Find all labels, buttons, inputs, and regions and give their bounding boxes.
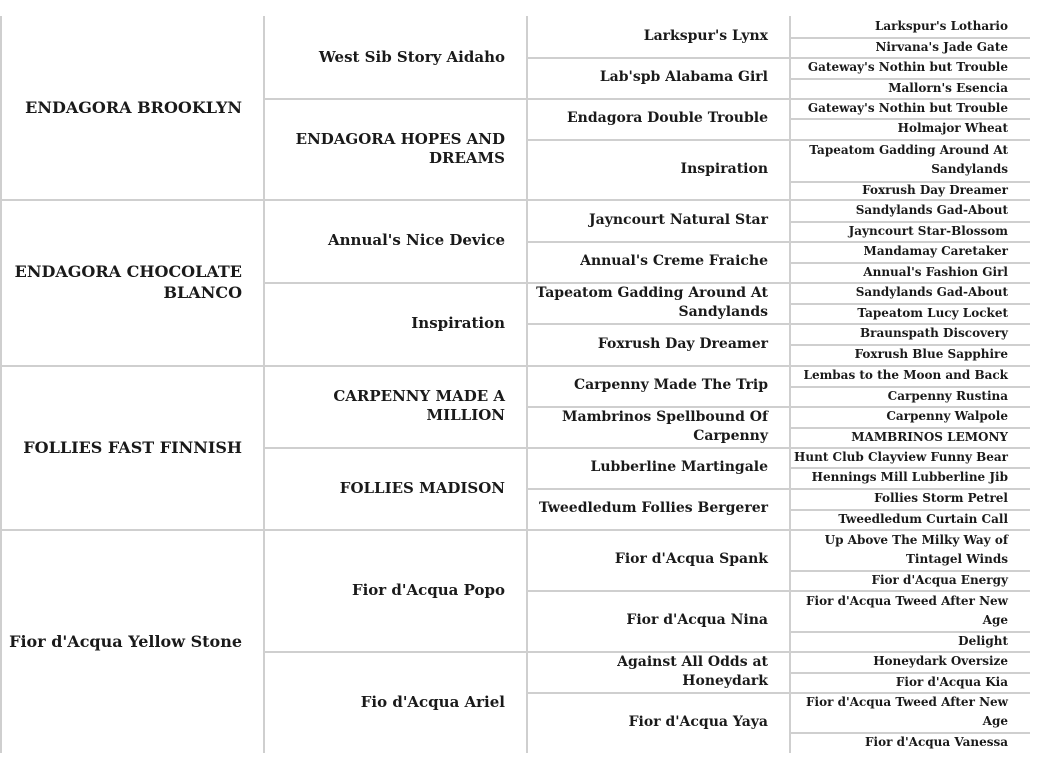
- pedigree-name: Sandylands Gad-About: [855, 285, 1008, 299]
- pedigree-name: Nirvana's Jade Gate: [875, 39, 1008, 54]
- pedigree-cell-gen4[interactable]: [790, 467, 1040, 488]
- pedigree-name: Tweedledum Follies Bergerer: [538, 500, 768, 516]
- pedigree-cell-gen3[interactable]: [527, 590, 790, 651]
- pedigree-name: Mambrinos Spellbound Of Carpenny: [562, 408, 768, 444]
- pedigree-name: Sandylands Gad-About: [855, 202, 1008, 217]
- pedigree-name: Honeydark Oversize: [873, 654, 1008, 668]
- pedigree-cell-gen4[interactable]: [790, 692, 1040, 732]
- row-divider: [790, 427, 1030, 429]
- pedigree-name: Lembas to the Moon and Back: [803, 368, 1008, 382]
- pedigree-name: Fio d'Acqua Ariel: [360, 692, 505, 711]
- row-divider: [790, 303, 1030, 305]
- pedigree-name: Annual's Creme Fraiche: [580, 253, 768, 269]
- pedigree-name: Delight: [958, 633, 1008, 648]
- pedigree-name: Tapeatom Gadding Around At Sandylands: [536, 284, 768, 320]
- pedigree-cell-gen3[interactable]: [527, 98, 790, 139]
- row-divider: [790, 732, 1030, 734]
- row-divider: [527, 406, 790, 408]
- pedigree-name: Inspiration: [411, 314, 505, 332]
- pedigree-cell-gen4[interactable]: [790, 447, 1040, 467]
- pedigree-cell-gen4[interactable]: [790, 732, 1040, 753]
- pedigree-name: Carpenny Made The Trip: [573, 377, 768, 393]
- pedigree-name: FOLLIES FAST FINNISH: [23, 437, 242, 457]
- row-divider: [264, 447, 790, 449]
- pedigree-cell-gen4[interactable]: [790, 303, 1040, 323]
- pedigree-cell-gen4[interactable]: [790, 199, 1040, 221]
- pedigree-name: Fior d'Acqua Yaya: [628, 714, 768, 730]
- pedigree-name: Braunspath Discovery: [860, 326, 1008, 340]
- pedigree-name: Lab'spb Alabama Girl: [599, 69, 768, 85]
- pedigree-name: ENDAGORA BROOKLYN: [25, 98, 242, 117]
- pedigree-cell-gen3[interactable]: [527, 16, 790, 57]
- pedigree-cell-gen4[interactable]: [790, 221, 1040, 241]
- pedigree-name: Carpenny Walpole: [886, 409, 1008, 423]
- pedigree-cell-gen4[interactable]: [790, 509, 1040, 529]
- row-divider: [790, 78, 1030, 80]
- pedigree-cell-gen2[interactable]: [264, 447, 527, 529]
- row-divider: [527, 139, 790, 141]
- pedigree-cell-gen4[interactable]: [790, 427, 1040, 447]
- pedigree-cell-gen4[interactable]: [790, 386, 1040, 406]
- pedigree-cell-gen3[interactable]: [527, 139, 790, 199]
- pedigree-name: Annual's Fashion Girl: [863, 264, 1008, 279]
- pedigree-cell-gen3[interactable]: [527, 282, 790, 323]
- pedigree-name: FOLLIES MADISON: [339, 478, 505, 497]
- pedigree-name: Fior d'Acqua Vanessa: [865, 735, 1008, 749]
- row-divider: [790, 37, 1030, 39]
- pedigree-name: Mandamay Caretaker: [863, 244, 1008, 258]
- row-divider: [790, 118, 1030, 120]
- pedigree-cell-gen4[interactable]: [790, 631, 1040, 651]
- pedigree-name: Fior d'Acqua Spank: [614, 551, 768, 567]
- pedigree-cell-gen4[interactable]: [790, 406, 1040, 427]
- pedigree-cell-gen3[interactable]: [527, 323, 790, 365]
- pedigree-cell-gen4[interactable]: [790, 16, 1040, 37]
- pedigree-name: Hunt Club Clayview Funny Bear: [794, 449, 1008, 464]
- pedigree-cell-gen4[interactable]: [790, 672, 1040, 692]
- pedigree-cell-gen4[interactable]: [790, 118, 1040, 139]
- pedigree-cell-gen2[interactable]: [264, 16, 527, 98]
- pedigree-cell-gen4[interactable]: [790, 262, 1040, 282]
- pedigree-cell-gen3[interactable]: [527, 57, 790, 98]
- pedigree-name: Tapeatom Lucy Locket: [857, 305, 1008, 320]
- pedigree-name: Fior d'Acqua Nina: [626, 612, 768, 628]
- pedigree-cell-gen4[interactable]: [790, 488, 1040, 509]
- pedigree-cell-gen3[interactable]: [527, 241, 790, 282]
- pedigree-name: Larkspur's Lothario: [874, 19, 1008, 33]
- pedigree-name: Follies Storm Petrel: [874, 491, 1008, 505]
- pedigree-cell-gen2[interactable]: [264, 651, 527, 753]
- pedigree-name: Jayncourt Star-Blossom: [848, 223, 1008, 238]
- row-divider: [790, 631, 1030, 633]
- pedigree-cell-gen3[interactable]: [527, 488, 790, 529]
- pedigree-cell-gen3[interactable]: [527, 692, 790, 753]
- pedigree-cell-gen4[interactable]: [790, 365, 1040, 386]
- pedigree-name: ENDAGORA CHOCOLATE BLANCO: [14, 262, 242, 302]
- pedigree-cell-gen4[interactable]: [790, 181, 1040, 199]
- pedigree-name: MAMBRINOS LEMONY: [851, 429, 1008, 444]
- pedigree-name: Holmajor Wheat: [897, 121, 1008, 135]
- pedigree-cell-gen3[interactable]: [527, 365, 790, 406]
- pedigree-cell-gen4[interactable]: [790, 139, 1040, 181]
- pedigree-name: Tweedledum Curtain Call: [838, 511, 1008, 526]
- pedigree-name: Annual's Nice Device: [328, 231, 505, 249]
- row-divider: [527, 57, 790, 59]
- pedigree-name: Fior d'Acqua Energy: [871, 572, 1008, 587]
- pedigree-name: Endagora Double Trouble: [566, 110, 768, 126]
- pedigree-name: Gateway's Nothin but Trouble: [807, 100, 1008, 115]
- pedigree-name: Fior d'Acqua Yellow Stone: [9, 631, 242, 651]
- pedigree-name: Fior d'Acqua Popo: [351, 580, 505, 599]
- row-divider: [527, 241, 790, 243]
- pedigree-name: Larkspur's Lynx: [643, 28, 768, 44]
- pedigree-cell-gen2[interactable]: [264, 529, 527, 651]
- pedigree-cell-gen2[interactable]: [264, 199, 527, 282]
- row-divider: [790, 386, 1030, 388]
- row-divider: [790, 181, 1030, 183]
- pedigree-name: Jayncourt Natural Star: [589, 211, 768, 228]
- row-divider: [790, 221, 1030, 223]
- row-divider: [527, 488, 790, 490]
- row-divider: [790, 467, 1030, 469]
- pedigree-name: CARPENNY MADE A MILLION: [333, 387, 505, 424]
- pedigree-cell-gen1[interactable]: [0, 365, 264, 529]
- pedigree-name: ENDAGORA HOPES AND DREAMS: [295, 129, 505, 167]
- pedigree-cell-gen4[interactable]: [790, 98, 1040, 118]
- pedigree-name: Carpenny Rustina: [887, 388, 1008, 403]
- row-divider: [790, 509, 1030, 511]
- pedigree-cell-gen4[interactable]: [790, 57, 1040, 78]
- pedigree-name: Tapeatom Gadding Around At Sandylands: [809, 143, 1008, 176]
- pedigree-name: Gateway's Nothin but Trouble: [807, 60, 1008, 74]
- pedigree-name: Fior d'Acqua Tweed After New Age: [806, 593, 1008, 627]
- pedigree-name: Foxrush Day Dreamer: [597, 335, 768, 352]
- row-divider: [790, 672, 1030, 674]
- pedigree-name: Lubberline Martingale: [590, 459, 768, 475]
- pedigree-cell-gen3[interactable]: [527, 406, 790, 447]
- row-divider: [790, 570, 1030, 572]
- pedigree-cell-gen4[interactable]: [790, 651, 1040, 672]
- pedigree-name: Inspiration: [680, 160, 768, 177]
- row-divider: [264, 282, 790, 284]
- row-divider: [264, 651, 790, 653]
- pedigree-cell-gen3[interactable]: [527, 529, 790, 590]
- pedigree-cell-gen2[interactable]: [264, 98, 527, 199]
- pedigree-name: Hennings Mill Lubberline Jib: [811, 470, 1008, 484]
- pedigree-cell-gen4[interactable]: [790, 282, 1040, 303]
- pedigree-cell-gen1[interactable]: [0, 16, 264, 199]
- pedigree-cell-gen1[interactable]: [0, 199, 264, 365]
- row-divider: [527, 323, 790, 325]
- pedigree-name: Foxrush Day Dreamer: [862, 182, 1008, 197]
- pedigree-cell-gen2[interactable]: [264, 282, 527, 365]
- row-divider: [527, 692, 790, 694]
- row-divider: [790, 262, 1030, 264]
- pedigree-cell-gen3[interactable]: [527, 447, 790, 488]
- pedigree-cell-gen2[interactable]: [264, 365, 527, 447]
- pedigree-cell-gen4[interactable]: [790, 570, 1040, 590]
- pedigree-cell-gen1[interactable]: [0, 529, 264, 753]
- pedigree-name: Up Above The Milky Way of Tintagel Winds: [824, 532, 1008, 566]
- pedigree-cell-gen4[interactable]: [790, 590, 1040, 631]
- pedigree-cell-gen4[interactable]: [790, 529, 1040, 570]
- pedigree-name: Fior d'Acqua Kia: [895, 674, 1008, 689]
- pedigree-name: Against All Odds at Honeydark: [617, 653, 768, 689]
- pedigree-name: West Sib Story Aidaho: [318, 47, 505, 66]
- row-divider: [790, 344, 1030, 346]
- pedigree-cell-gen3[interactable]: [527, 651, 790, 692]
- pedigree-cell-gen3[interactable]: [527, 199, 790, 241]
- pedigree-name: Fior d'Acqua Tweed After New Age: [806, 695, 1008, 728]
- pedigree-cell-gen4[interactable]: [790, 241, 1040, 262]
- pedigree-name: Foxrush Blue Sapphire: [854, 347, 1008, 361]
- pedigree-cell-gen4[interactable]: [790, 37, 1040, 57]
- row-divider: [527, 590, 790, 592]
- pedigree-cell-gen4[interactable]: [790, 78, 1040, 98]
- pedigree-name: Mallorn's Esencia: [888, 80, 1008, 95]
- pedigree-cell-gen4[interactable]: [790, 323, 1040, 344]
- pedigree-cell-gen4[interactable]: [790, 344, 1040, 365]
- row-divider: [264, 98, 790, 100]
